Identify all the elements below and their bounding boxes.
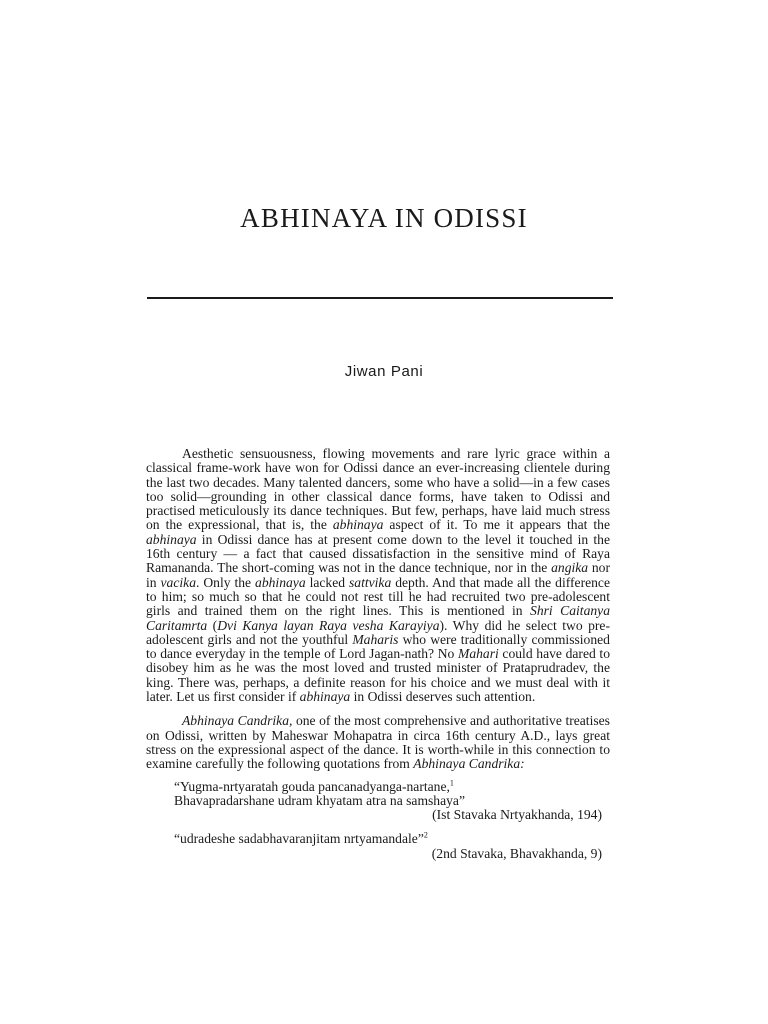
text-run: one of the most comprehensive and authoritative treatises on Odissi, written by Maheswar Mohapatra in circa 16th century A.D., lays great stress on the expressional aspect of the dance. It is worth-while in this connection to examine carefully the following quotations from: [146, 713, 610, 772]
italic-term: sattvika: [348, 574, 392, 590]
title-divider: [147, 297, 613, 299]
quotation-line: [174, 780, 610, 794]
quotation-line: [174, 832, 610, 846]
text-run: could have dared to disobey him as he was the most loved and trusted minister of Prataprudradev, the king. There was, perhaps, a definite reason for his choice and we must deal with it later. Let us first consider if: [146, 646, 610, 705]
article-title: ABHINAYA IN ODISSI: [240, 203, 528, 233]
text-run: nor in: [146, 560, 610, 590]
article-body: [146, 447, 610, 861]
text-run: lacked: [305, 574, 349, 590]
body-paragraph: [146, 447, 610, 704]
footnote-marker: 2: [423, 830, 428, 840]
italic-term: Abhinaya Candrika,: [182, 713, 293, 729]
text-run: in Odissi deserves such attention.: [350, 689, 536, 705]
italic-term: abhinaya: [255, 574, 306, 590]
text-run: Aesthetic sensuousness, flowing movements and rare lyric grace within a classical frame-work have won for Odissi dance an ever-increasing clientele during the last two decades. Many talented dancers, some who have a solid—in a few cases too solid—grounding in other classical dance forms, have taken to Odissi and practised meticulously its dance techniques. But few, perhaps, have laid much stress on the expressional, that is, the: [146, 446, 610, 533]
body-paragraph: [146, 714, 610, 771]
text-run: aspect of it. To me it appears that the: [383, 517, 610, 533]
text-run: in Odissi dance has at present come down to the level it touched in the 16th century — a fact that caused dissatisfaction in the sensitive mind of Raya Ramananda. The short-coming was not in the dance technique, nor in the: [146, 531, 610, 576]
italic-term: Mahari: [458, 646, 499, 662]
quotation-line: Bhavapradarshane udram khyatam atra na samshaya”: [174, 792, 466, 808]
footnote-marker: 1: [449, 778, 454, 787]
quotation-citation: (2nd Stavaka, Bhavakhanda, 9): [431, 845, 602, 861]
italic-term: abhinaya: [146, 531, 197, 547]
text-run: depth. And that made all the difference to him; so much so that he could not rest till he had recruited two pre-adolescent girls and trained them on the right lines. This is mentioned in: [146, 574, 610, 619]
sanskrit-quotation: [174, 780, 610, 823]
text-run: . Only the: [196, 574, 256, 590]
text-run: (: [207, 617, 218, 633]
italic-term: vacika: [160, 574, 196, 590]
author-name: Jiwan Pani: [344, 363, 424, 380]
quotation-text: “udradeshe sadabhavaranjitam nrtyamandale”: [174, 831, 424, 847]
italic-term: Dvi Kanya layan Raya vesha Karayiya: [217, 617, 440, 633]
italic-term: abhinaya: [332, 517, 384, 533]
italic-term: angika: [551, 560, 589, 576]
quotation-text: “Yugma-nrtyaratah gouda pancanadyanga-nartane,: [174, 778, 450, 794]
text-run: who were traditionally commissioned to dance everyday in the temple of Lord Jagan-nath? No: [146, 631, 610, 662]
sanskrit-quotation: [174, 832, 610, 861]
italic-term: Abhinaya Candrika:: [413, 756, 525, 772]
quotation-citation: (Ist Stavaka Nrtyakhanda, 194): [432, 807, 602, 823]
italic-term: abhinaya: [299, 689, 351, 705]
italic-term: Maharis: [352, 631, 399, 647]
italic-term: Shri Caitanya Caritamrta: [146, 603, 611, 633]
text-run: ). Why did he select two pre-adolescent girls and not the youthful: [146, 617, 610, 647]
